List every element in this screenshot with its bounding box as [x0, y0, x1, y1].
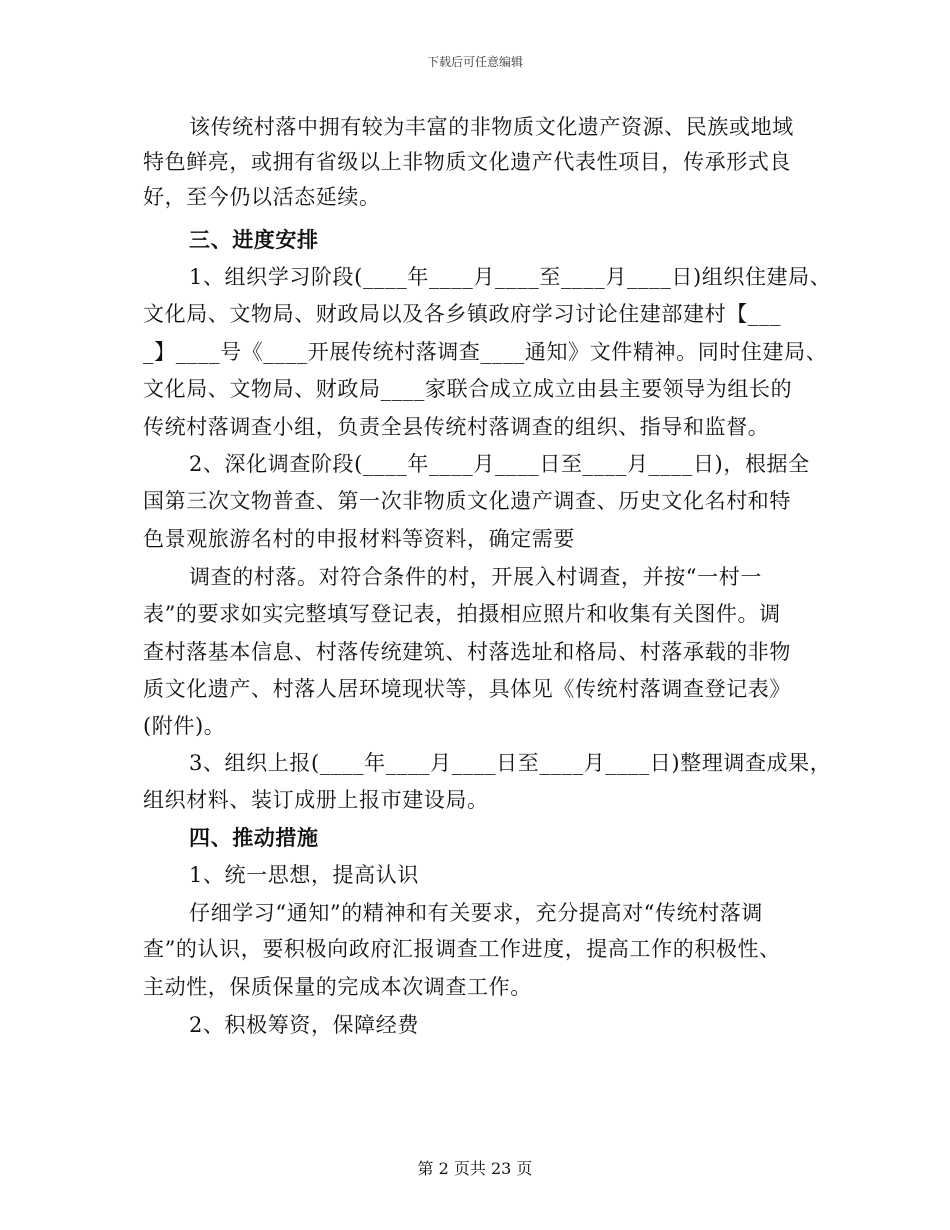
paragraph-line: 该传统村落中拥有较为丰富的非物质文化遗产资源、民族或地域 — [189, 115, 794, 139]
paragraph-line: 文化局、文物局、财政局____家联合成立成立由县主要领导为组长的 — [143, 377, 793, 401]
paragraph-line: 特色鲜亮，或拥有省级以上非物质文化遗产代表性项目，传承形式良 — [143, 150, 791, 174]
paragraph-line: 调查的村落。对符合条件的村，开展入村调查，并按“一村一 — [189, 565, 762, 589]
paragraph-line: 色景观旅游名村的申报材料等资料，确定需要 — [143, 527, 575, 551]
paragraph-line: 文化局、文物局、财政局以及各乡镇政府学习讨论住建部建村【___ — [143, 302, 782, 326]
page-footer: 第 2 页共 23 页 — [417, 1159, 533, 1178]
paragraph-line: 查村落基本信息、村落传统建筑、村落选址和格局、村落承载的非物 — [143, 640, 791, 664]
paragraph-line: 2、深化调查阶段(____年____月____日至____月____日)，根据全 — [189, 452, 810, 476]
paragraph-line: 组织材料、装订成册上报市建设局。 — [143, 788, 489, 812]
paragraph-line: 3、组织上报(____年____月____日至____月____日)整理调查成果， — [189, 751, 832, 775]
paragraph-line: 表”的要求如实完整填写登记表，拍摄相应照片和收集有关图件。调 — [143, 602, 781, 626]
page-header: 下载后可任意编辑 — [426, 55, 523, 69]
paragraph-line: 查”的认识，要积极向政府汇报调查工作进度，提高工作的积极性、 — [143, 937, 781, 961]
paragraph-line: 主动性，保质保量的完成本次调查工作。 — [143, 975, 532, 999]
paragraph-line: 2、积极筹资，保障经费 — [189, 1013, 419, 1037]
paragraph-line: 国第三次文物普查、第一次非物质文化遗产调查、历史文化名村和特 — [143, 489, 791, 513]
paragraph-line: 仔细学习“通知”的精神和有关要求，充分提高对“传统村落调 — [189, 901, 764, 925]
paragraph-line: _】____号《____开展传统村落调查____通知》文件精神。同时住建局、 — [143, 340, 828, 364]
section-heading: 三、进度安排 — [189, 227, 319, 252]
paragraph-line: 1、统一思想，提高认识 — [189, 863, 419, 887]
paragraph-line: (附件)。 — [143, 714, 226, 738]
paragraph-line: 传统村落调查小组，负责全县传统村落调查的组织、指导和监督。 — [143, 415, 770, 439]
paragraph-line: 好，至今仍以活态延续。 — [143, 185, 381, 209]
section-heading: 四、推动措施 — [189, 825, 319, 850]
paragraph-line: 质文化遗产、村落人居环境现状等，具体见《传统村落调查登记表》 — [143, 677, 791, 701]
paragraph-line: 1、组织学习阶段(____年____月____至____月____日)组织住建局、 — [189, 265, 832, 289]
